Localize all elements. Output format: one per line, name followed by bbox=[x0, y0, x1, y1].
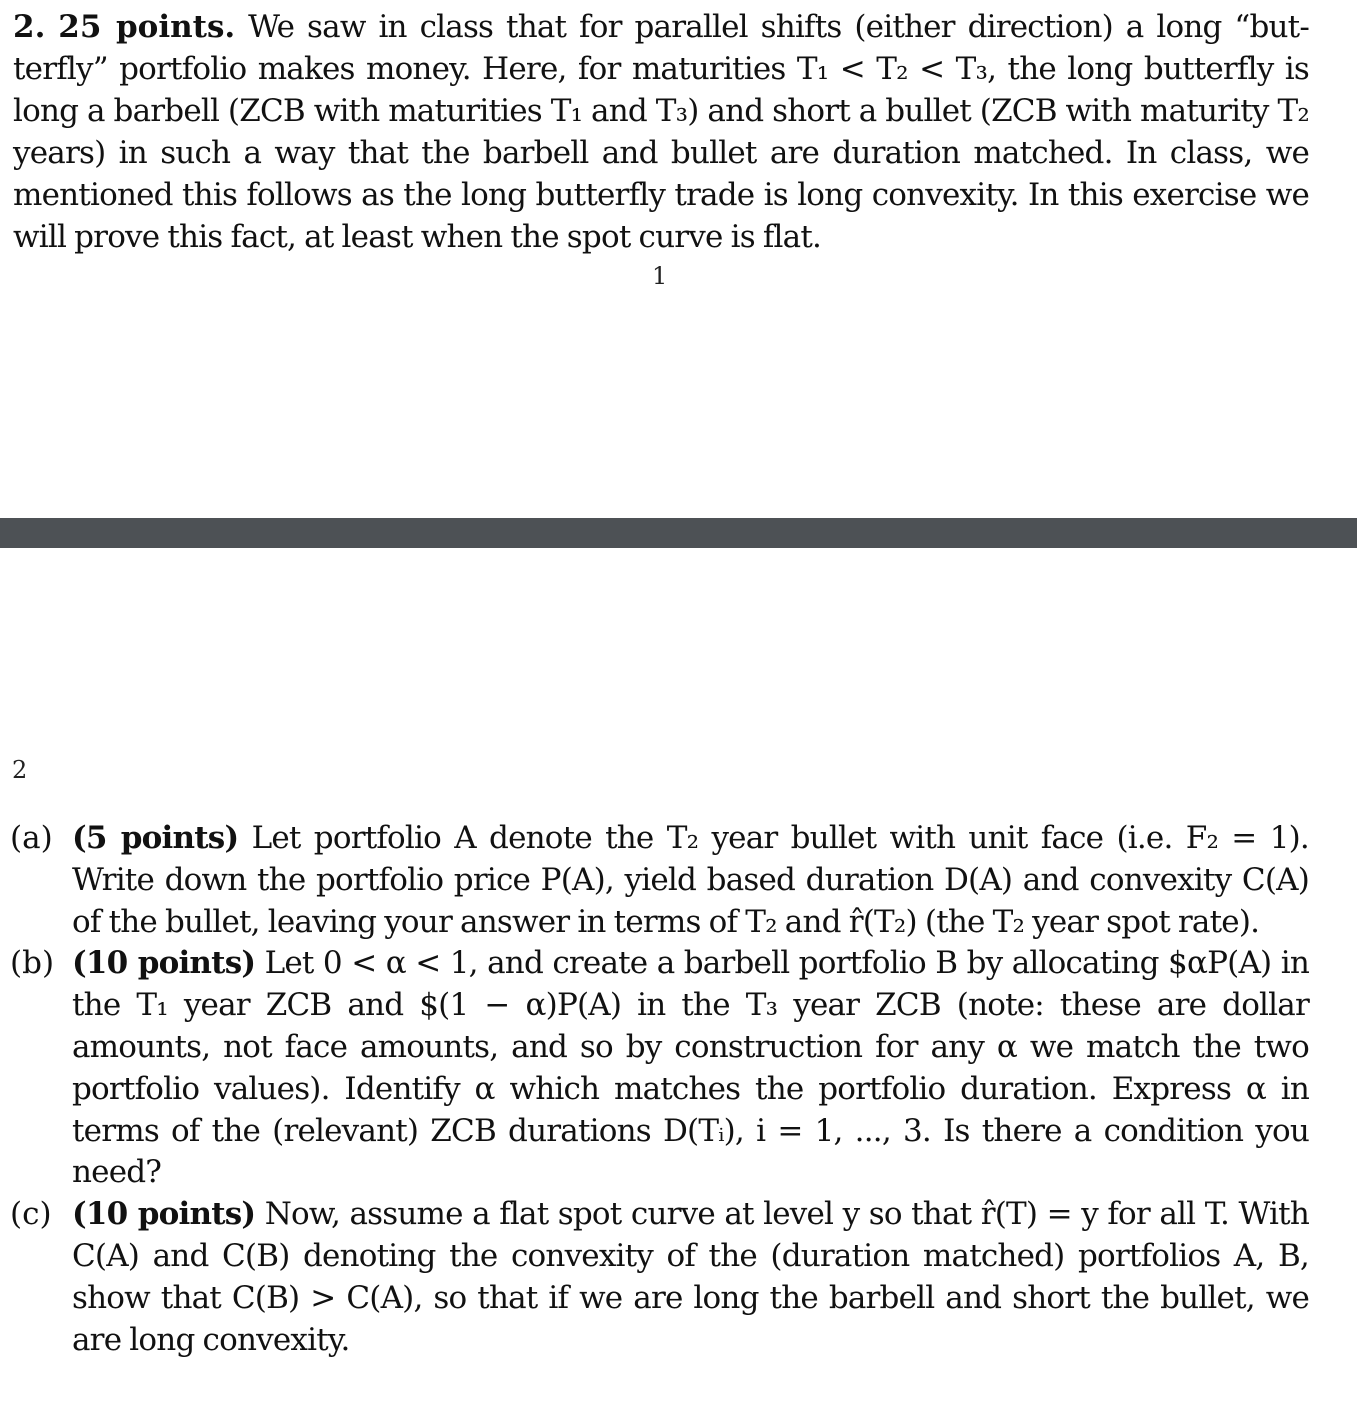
subpart-a bbox=[10, 818, 1309, 943]
problem-text: We saw in class that for parallel shifts (either direction) a long “but- terfly” portfolio makes money. Here, for maturities T₁ < T₂ < T₃, the long butterfly is long a barbell (ZCB with maturities T₁ and T₃) and short a bullet (ZCB with maturity T₂ years) in such a way that the barbell and bullet are duration matched. In class, we mentioned this follows as the long butterfly trade is long convexity. In this exercise we will prove this fact, at least when the spot curve is flat. bbox=[13, 9, 1310, 255]
subparts-list bbox=[10, 818, 1309, 1361]
page-1 bbox=[0, 0, 1357, 518]
subpart-text: Let portfolio A denote the T₂ year bullet with unit face (i.e. F₂ = 1). Write down the portfolio price P(A), yield based duration D(A) and convexity C(A) of the bullet, leaving your answer in terms of T₂ and r̂(T₂) (the T₂ year spot rate). bbox=[72, 820, 1309, 940]
subpart-c bbox=[10, 1194, 1309, 1361]
subpart-text: Let 0 < α < 1, and create a barbell portfolio B by allocating $αP(A) in the T₁ year ZCB and $(1 − α)P(A) in the T₃ year ZCB (note: these are dollar amounts, not face amounts, and so by construction for any α we match the two portfolio values). Identify α which matches the portfolio duration. Express α in terms of the (relevant) ZCB durations D(Tᵢ), i = 1, ..., 3. Is there a condition you need? bbox=[72, 945, 1309, 1191]
page-number: 2 bbox=[12, 756, 28, 784]
subpart-points: (5 points) bbox=[72, 820, 239, 856]
page-separator bbox=[0, 518, 1357, 548]
subpart-label: (c) bbox=[10, 1196, 52, 1233]
subpart-label: (b) bbox=[10, 945, 55, 982]
subpart-text: Now, assume a flat spot curve at level y so that r̂(T) = y for all T. With C(A) and C(B) denoting the convexity of the (duration matched) portfolios A, B, show that C(B) > C(A), so that if we are long the barbell and short the bullet, we are long convexity. bbox=[72, 1196, 1309, 1358]
problem-number: 2. bbox=[13, 9, 46, 45]
subpart-points: (10 points) bbox=[72, 1196, 256, 1233]
subpart-b bbox=[10, 943, 1309, 1194]
subpart-points: (10 points) bbox=[72, 945, 256, 982]
page-number: 1 bbox=[652, 262, 668, 290]
problem-statement bbox=[13, 6, 1309, 258]
page-2 bbox=[0, 548, 1357, 1425]
problem-points: 25 points. bbox=[58, 9, 236, 45]
subpart-label: (a) bbox=[10, 820, 53, 856]
